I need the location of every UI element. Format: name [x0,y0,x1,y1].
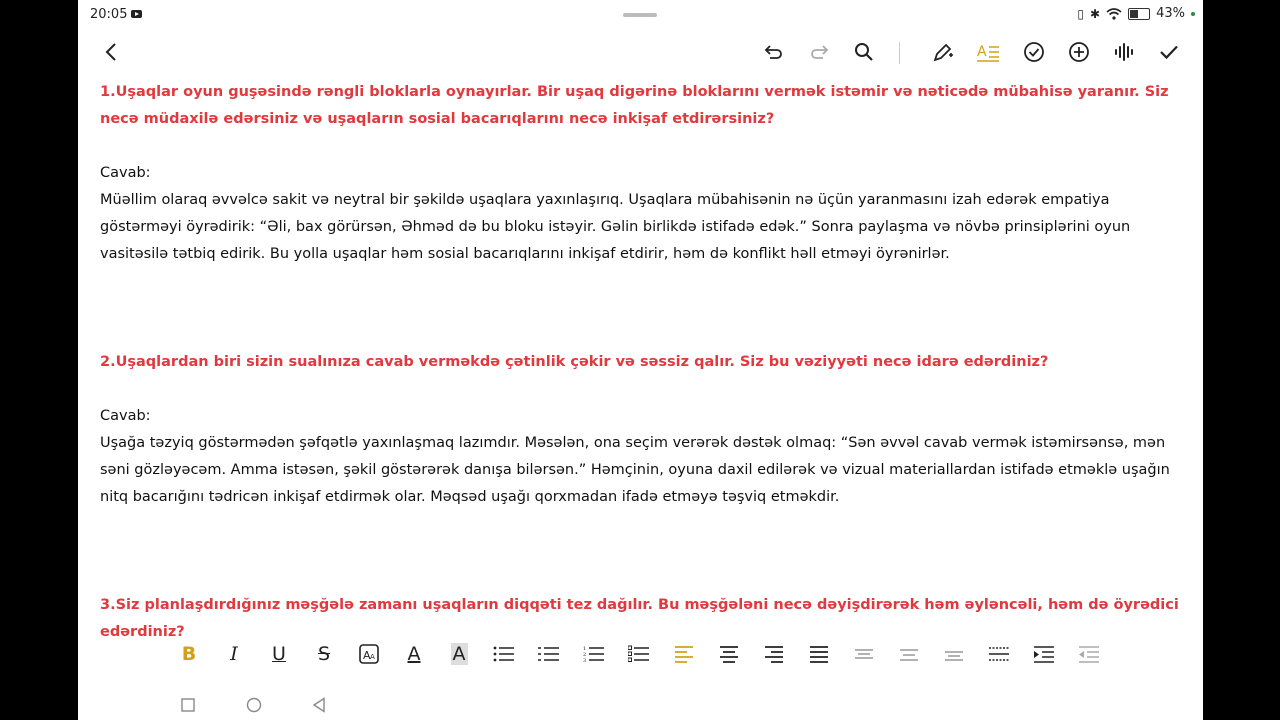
justify-button[interactable] [804,637,834,671]
recents-button[interactable] [178,695,198,715]
done-button[interactable] [1152,34,1186,70]
svg-text:2: 2 [583,652,587,658]
font-color-button[interactable] [399,637,429,671]
toolbar-separator [899,42,900,64]
battery-icon [1128,8,1150,20]
search-icon [854,42,874,62]
pen-icon [932,41,954,63]
align-center-button[interactable] [714,637,744,671]
status-time: 20:05 [90,7,128,22]
highlight-button[interactable] [444,637,474,671]
system-navigation-bar [78,690,1203,718]
dash-list-button[interactable] [534,637,564,671]
wifi-icon [1106,8,1122,20]
window-handle[interactable] [623,13,657,17]
home-button[interactable] [244,695,264,715]
svg-text:3: 3 [583,658,587,663]
answer-1: Müəllim olaraq əvvəlcə sakit və neytral bir şəkildə uşaqlara yaxınlaşırıq. Uşaqlara mübahisənin nə üçün yaranmasını izah edərək empatiya göstərməyi öyrədirik: “Əli, bax görürsən, Əhməd də bu bloku istəyir. Gəlin birlikdə istifadə edək.” Sonra paylaşma və növbə prinsiplərini oyun vasitəsilə tətbiq edirik. Bu yolla uşaqlar həm sosial bacarıqlarını inkişaf etdirir, həm də konflikt həll etməyi öyrənirlər. [100,192,1131,262]
text-format-button[interactable] [972,34,1006,70]
font-size-button[interactable] [354,637,384,671]
checkbox-list-button[interactable] [624,637,654,671]
screen [78,0,1203,720]
format-toolbar [78,637,1203,671]
battery-level: 43% [1156,6,1185,21]
back-icon [105,42,117,62]
back-triangle-icon [312,697,326,713]
question-1: 1.Uşaqlar oyun guşəsində rəngli bloklarla oynayırlar. Bir uşaq digərinə bloklarını vermək istəmir və nəticədə mübahisə yaranır. Siz necə müdaxilə edərsiniz və uşaqların sosial bacarıqlarını necə inkişaf etdirərsiniz? [100,84,1169,127]
search-button[interactable] [847,34,881,70]
redo-icon [809,44,829,60]
system-icons [1077,6,1195,21]
numbered-list-icon [583,645,605,663]
italic-button[interactable]: I [230,643,238,665]
youtube-icon [131,10,142,18]
editor-toolbar [78,34,1203,72]
numbered-list-button[interactable] [579,637,609,671]
svg-text:1: 1 [583,646,587,652]
checkbox-list-icon [628,645,650,663]
align-left-icon [674,645,694,663]
line-spacing-large-button[interactable] [939,637,969,671]
align-right-icon [764,645,784,663]
done-icon [1159,44,1179,60]
bold-button[interactable]: B [181,643,197,665]
line-spacing-small-icon [854,647,874,661]
justify-icon [809,645,829,663]
svg-text:A: A [977,44,987,60]
bluetooth-icon: ✱ [1090,6,1101,21]
outdent-icon [1078,645,1100,663]
add-circle-icon [1068,41,1090,63]
align-right-button[interactable] [759,637,789,671]
svg-text:A: A [370,653,375,661]
dash-list-icon [538,645,560,663]
font-size-icon [359,644,379,664]
check-circle-icon [1023,41,1045,63]
line-spacing-medium-icon [899,647,919,661]
question-3: 3.Siz planlaşdırdığınız məşğələ zamanı uşaqların diqqəti tez dağılır. Bu məşğələni necə dəyişdirərək həm əyləncəli, həm də öyrədici edərdiniz? [100,597,1179,640]
checklist-button[interactable] [1017,34,1051,70]
insert-button[interactable] [1062,34,1096,70]
line-spacing-small-button[interactable] [849,637,879,671]
font-color-icon: A [407,643,421,665]
status-bar [78,0,1203,30]
line-spacing-large-icon [944,646,964,662]
svg-text:A: A [363,649,371,662]
bullet-list-button[interactable] [489,637,519,671]
highlight-icon: A [452,643,466,665]
back-nav-button[interactable] [309,695,329,715]
outdent-button[interactable] [1074,637,1104,671]
answer-2: Uşağa təzyiq göstərmədən şəfqətlə yaxınlaşmaq lazımdır. Məsələn, ona seçim verərək dəstək olmaq: “Sən əvvəl cavab vermək istəmirsənsə, mən səni gözləyəcəm. Amma istəsən, şəkil göstərərək danışa bilərsən.” Həmçinin, oyuna daxil edilərək və vizual materiallardan istifadə etməklə uşağın nitq bacarığını tədricən inkişaf etdirmək olar. Məqsəd uşağı qorxmadan ifadə etməyə təşviq etməkdir. [100,435,1170,505]
undo-icon [764,44,784,60]
pen-button[interactable] [926,34,960,70]
bullet-list-icon [493,645,515,663]
align-left-button[interactable] [669,637,699,671]
text-format-icon [977,42,1001,62]
divider-icon [988,646,1010,662]
vibrate-icon: ▯ [1077,6,1085,21]
indicator-dot [1191,12,1195,16]
note-body[interactable] [100,79,1190,646]
answer-1-label: Cavab: [100,165,151,181]
audio-button[interactable] [1107,34,1141,70]
indent-icon [1033,645,1055,663]
indent-button[interactable] [1029,637,1059,671]
line-spacing-medium-button[interactable] [894,637,924,671]
answer-2-label: Cavab: [100,408,151,424]
undo-button[interactable] [757,34,791,70]
strikethrough-button[interactable]: S [317,643,331,665]
recents-icon [181,698,195,712]
divider-button[interactable] [984,637,1014,671]
audio-icon [1113,42,1135,62]
underline-button[interactable]: U [272,643,286,665]
home-icon [246,697,262,713]
redo-button[interactable] [802,34,836,70]
question-2: 2.Uşaqlardan biri sizin sualınıza cavab verməkdə çətinlik çəkir və səssiz qalır. Siz bu vəziyyəti necə idarə edərdiniz? [100,354,1049,370]
back-button[interactable] [94,34,128,70]
align-center-icon [719,645,739,663]
